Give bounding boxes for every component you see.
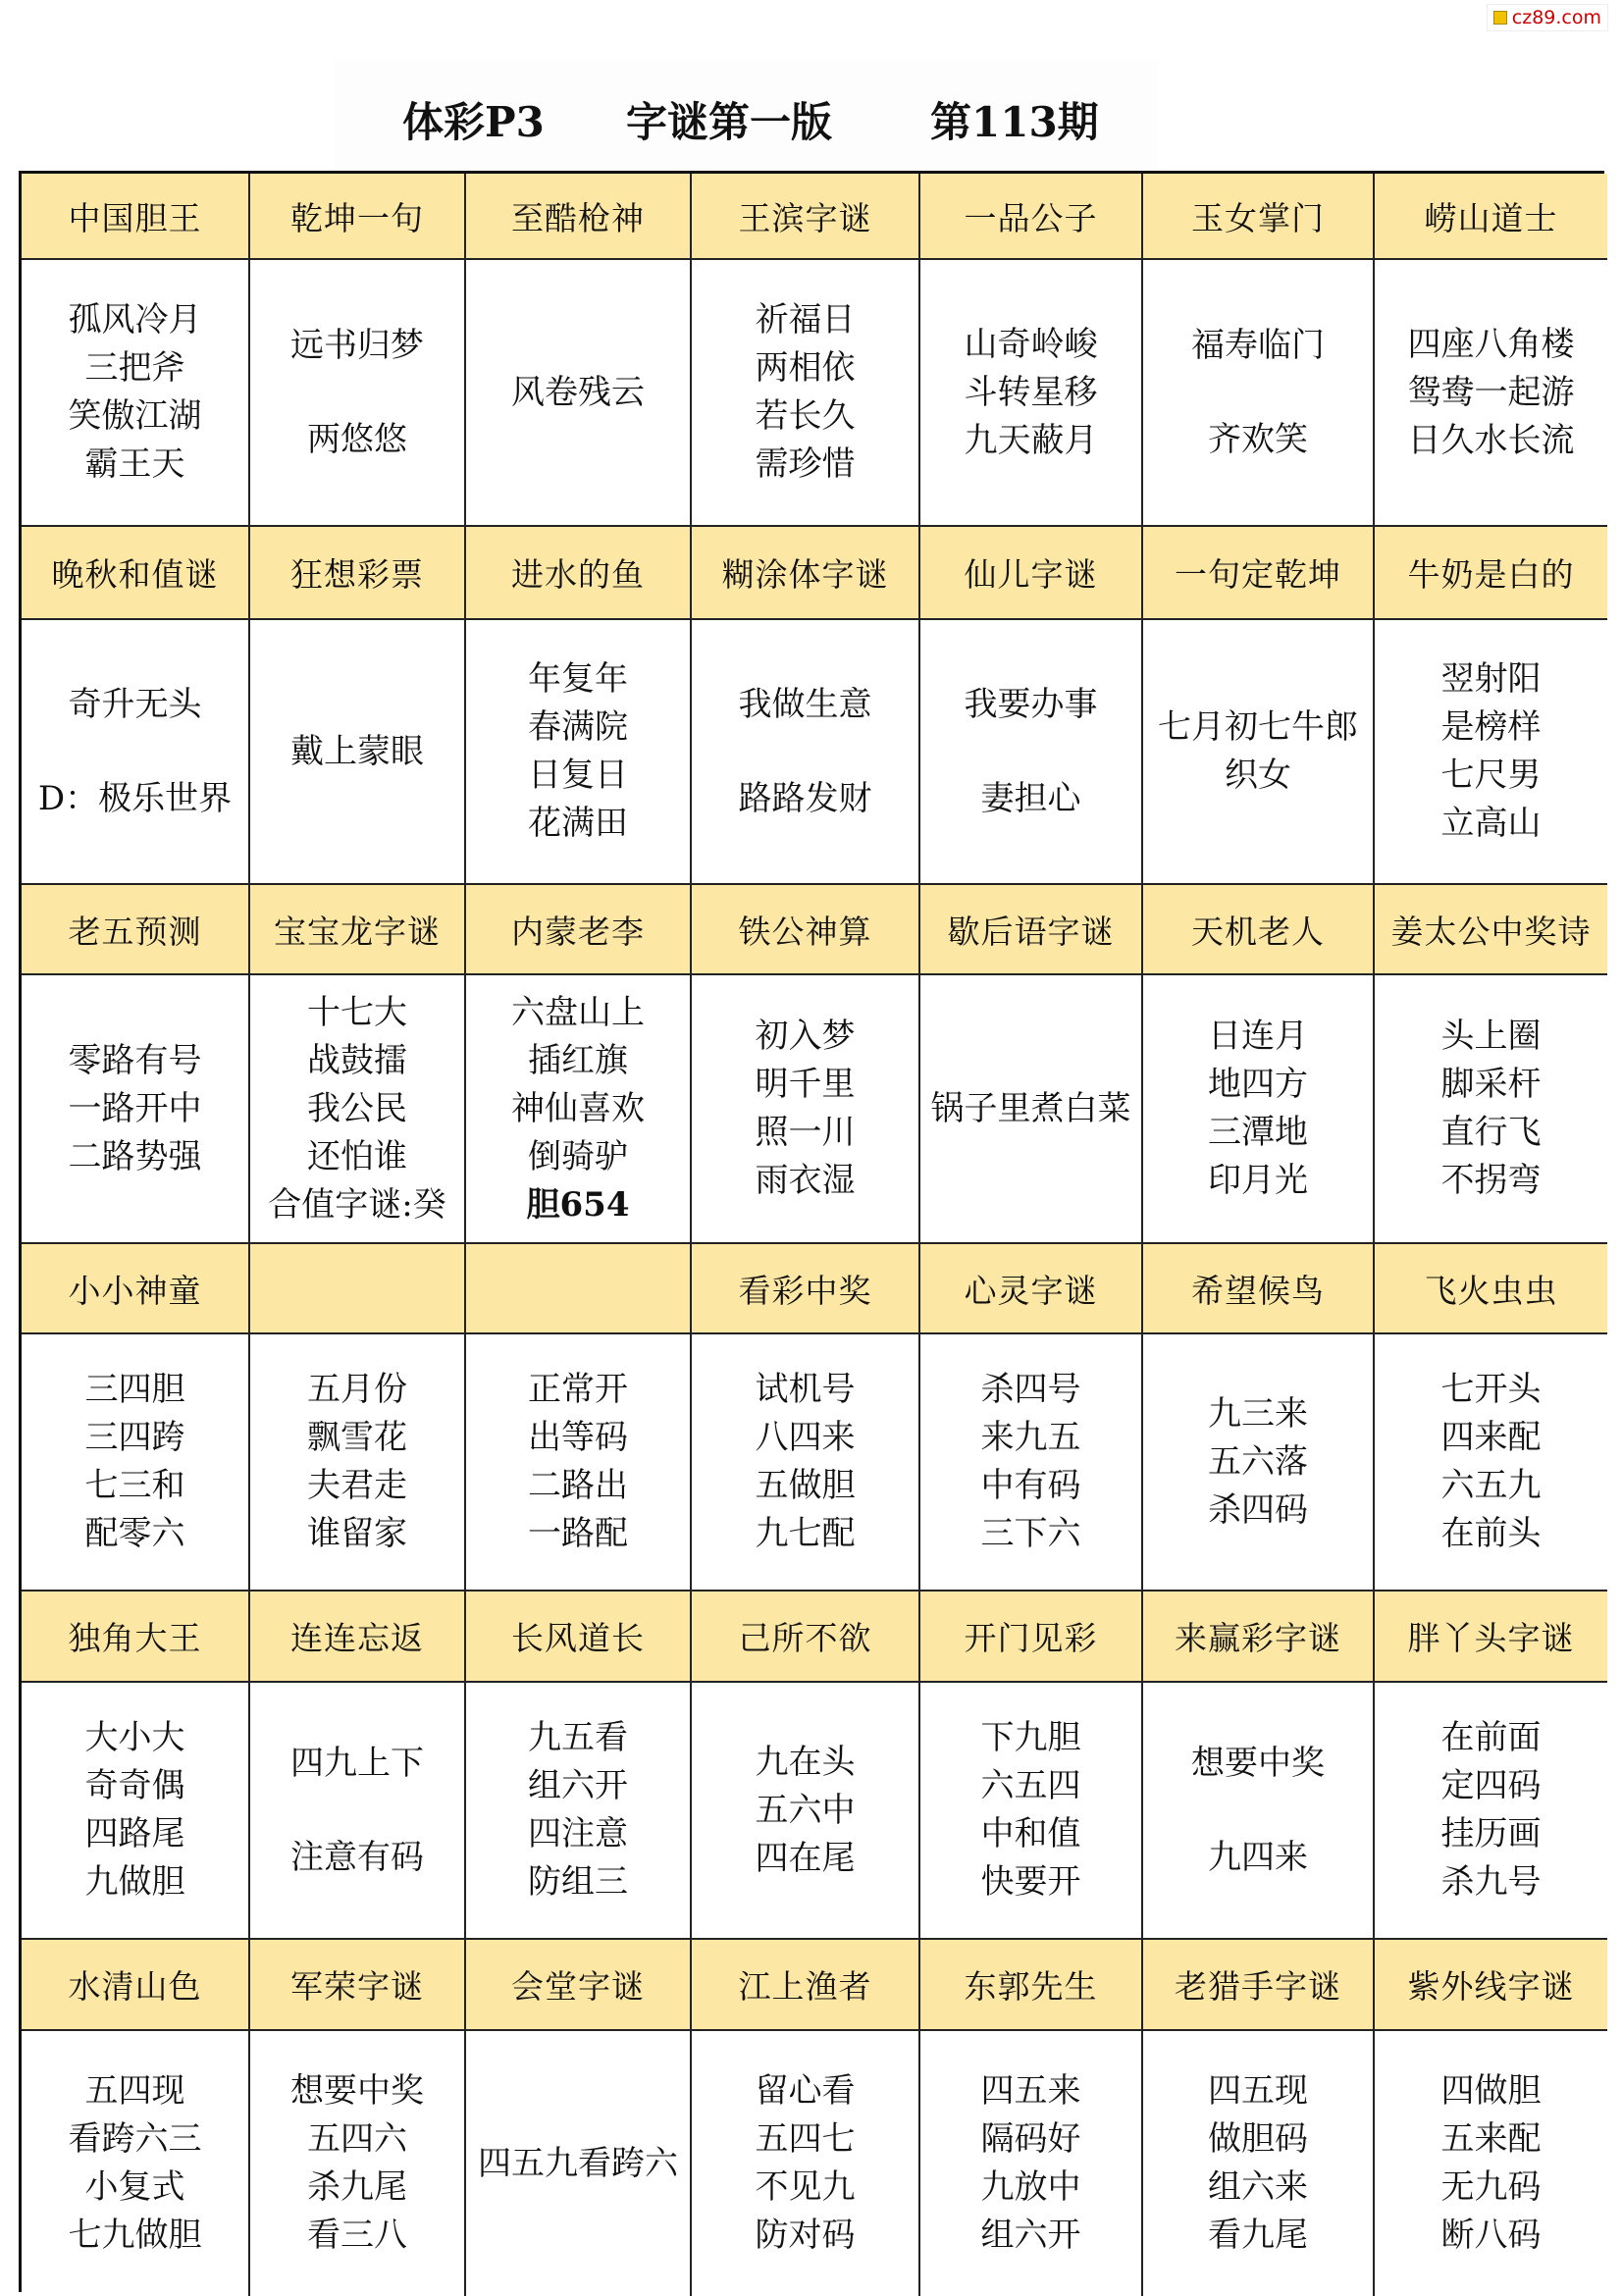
riddle-source-header: 东郭先生 (920, 1940, 1143, 2031)
riddle-line: 隔码好 (980, 2119, 1081, 2159)
riddle-line: 还怕谁 (307, 1136, 407, 1176)
riddle-source-header: 一句定乾坤 (1143, 527, 1375, 620)
riddle-line: 试机号 (755, 1370, 856, 1409)
riddle-line: 路路发财 (738, 778, 872, 818)
riddle-source-header: 铁公神算 (692, 885, 920, 975)
riddle-line: 二路出 (528, 1466, 628, 1505)
riddle-line: 年复年 (528, 659, 628, 699)
riddle-line: 看跨六三 (68, 2119, 202, 2159)
riddle-text-cell (22, 1683, 250, 1940)
riddle-line: 风卷残云 (511, 372, 645, 412)
riddle-line: 齐欢笑 (1208, 419, 1308, 459)
riddle-line: 插红旗 (528, 1040, 628, 1080)
riddle-text-cell (920, 620, 1143, 885)
riddle-text-cell (920, 975, 1143, 1244)
riddle-text-cell (22, 2031, 250, 2296)
riddle-line: 远书归梦 (290, 325, 424, 365)
riddle-text-cell (692, 975, 920, 1244)
riddle-line: 八四来 (755, 1418, 856, 1457)
riddle-line: 三四跨 (84, 1418, 185, 1457)
riddle-line: 立高山 (1440, 804, 1542, 843)
riddle-line: 日连月 (1208, 1017, 1308, 1056)
riddle-line: 十七大 (307, 992, 407, 1032)
riddle-line: 挂历画 (1440, 1814, 1542, 1853)
riddle-line: 在前面 (1440, 1718, 1542, 1757)
riddle-source-header: 开门见彩 (920, 1592, 1143, 1683)
riddle-line: 五四现 (84, 2071, 185, 2111)
riddle-line: 快要开 (980, 1862, 1081, 1902)
riddle-line: 中和值 (980, 1814, 1081, 1853)
riddle-line: 五来配 (1440, 2119, 1542, 2159)
riddle-line: 翌射阳 (1440, 659, 1542, 699)
riddle-source-header: 内蒙老李 (466, 885, 692, 975)
riddle-source-header: 宝宝龙字谜 (250, 885, 466, 975)
riddle-line: 定四码 (1440, 1766, 1542, 1805)
riddle-line: 四做胆 (1440, 2071, 1542, 2111)
riddle-line: 霸王天 (84, 444, 185, 484)
riddle-line: 出等码 (528, 1418, 628, 1457)
riddle-source-header: 王滨字谜 (692, 174, 920, 260)
riddle-line: 日久水长流 (1407, 420, 1575, 460)
riddle-line: 日复日 (528, 756, 628, 795)
riddle-line: 想要中奖 (1191, 1743, 1325, 1783)
riddle-source-header: 老猎手字谜 (1143, 1940, 1375, 2031)
riddle-line: 想要中奖 (290, 2071, 424, 2111)
riddle-line: 孤风冷月 (68, 300, 202, 339)
riddle-line: 二路势强 (68, 1136, 202, 1176)
riddle-line: 断八码 (1440, 2216, 1542, 2255)
riddle-text-cell (1375, 1334, 1607, 1592)
riddle-line: 防对码 (755, 2216, 856, 2255)
riddle-line: 七月初七牛郎 (1158, 707, 1358, 747)
riddle-line: 九五看 (528, 1718, 628, 1757)
riddle-source-header: 玉女掌门 (1143, 174, 1375, 260)
riddle-line: 需珍惜 (755, 444, 856, 484)
riddle-line: 明千里 (755, 1065, 856, 1104)
riddle-source-header (466, 1244, 692, 1334)
riddle-source-header: 糊涂体字谜 (692, 527, 920, 620)
riddle-line: 六盘山上 (511, 992, 645, 1032)
riddle-line: 地四方 (1208, 1065, 1308, 1104)
riddle-source-header: 希望候鸟 (1143, 1244, 1375, 1334)
riddle-line: 做胆码 (1208, 2119, 1308, 2159)
riddle-line: 织女 (1225, 756, 1291, 795)
riddle-line: 正常开 (528, 1370, 628, 1409)
riddle-line: 不见九 (755, 2167, 856, 2207)
riddle-line: 在前头 (1440, 1514, 1542, 1553)
riddle-line: 倒骑驴 (528, 1136, 628, 1176)
riddle-line: 印月光 (1208, 1161, 1308, 1200)
title-edition: 字谜第一版 (626, 98, 833, 146)
riddle-text-cell (1375, 1683, 1607, 1940)
riddle-line: 花满田 (528, 804, 628, 843)
riddle-text-cell (466, 620, 692, 885)
riddle-line: 直行飞 (1440, 1113, 1542, 1152)
riddle-line: 三下六 (980, 1514, 1081, 1553)
riddle-text-cell (22, 620, 250, 885)
riddle-line: 春满院 (528, 707, 628, 747)
riddle-source-header: 崂山道士 (1375, 174, 1607, 260)
riddle-text-cell (1375, 2031, 1607, 2296)
riddle-line: 是榜样 (1440, 707, 1542, 747)
riddle-line: 夫君走 (307, 1466, 407, 1505)
riddle-text-cell (692, 2031, 920, 2296)
riddle-source-header: 飞火虫虫 (1375, 1244, 1607, 1334)
riddle-source-header: 看彩中奖 (692, 1244, 920, 1334)
riddle-source-header (250, 1244, 466, 1334)
riddle-text-cell (1143, 975, 1375, 1244)
riddle-line: 九四来 (1208, 1837, 1308, 1877)
riddle-line: 一路配 (528, 1514, 628, 1553)
riddle-text-cell (692, 1334, 920, 1592)
title-issue-number: 第113期 (930, 98, 1099, 146)
riddle-line: 六五四 (980, 1766, 1081, 1805)
riddle-line: 来九五 (980, 1418, 1081, 1457)
riddle-line: 组六开 (980, 2216, 1081, 2255)
riddle-line: 七尺男 (1440, 756, 1542, 795)
riddle-source-header: 中国胆王 (22, 174, 250, 260)
watermark-logo-icon (1493, 11, 1507, 25)
riddle-text-cell (466, 260, 692, 527)
riddle-text-cell (1143, 1683, 1375, 1940)
riddle-line: 两相依 (755, 348, 856, 388)
riddle-line: 三四胆 (84, 1370, 185, 1409)
riddle-line: 我做生意 (738, 684, 872, 724)
riddle-line: 四五现 (1208, 2071, 1308, 2111)
riddle-line: 斗转星移 (964, 372, 1098, 412)
riddle-line: 初入梦 (755, 1017, 856, 1056)
riddle-line: 笑傲江湖 (68, 396, 202, 436)
riddle-line: 杀九号 (1440, 1862, 1542, 1902)
riddle-line: 七三和 (84, 1466, 185, 1505)
riddle-text-cell (22, 1334, 250, 1592)
riddle-line: 福寿临门 (1191, 325, 1325, 365)
riddle-source-header: 连连忘返 (250, 1592, 466, 1683)
riddle-text-cell (920, 2031, 1143, 2296)
riddle-line: 杀九尾 (307, 2167, 407, 2207)
riddle-line: 防组三 (528, 1862, 628, 1902)
riddle-source-header: 老五预测 (22, 885, 250, 975)
riddle-text-cell (1143, 2031, 1375, 2296)
riddle-text-cell (1143, 260, 1375, 527)
riddle-line: 祈福日 (755, 300, 856, 339)
riddle-line: 五月份 (307, 1370, 407, 1409)
riddle-line: 五六落 (1208, 1441, 1308, 1482)
riddle-line: 组六开 (528, 1766, 628, 1805)
riddle-text-cell (466, 1683, 692, 1940)
riddle-line: 雨衣湿 (755, 1161, 856, 1200)
riddle-line: 三把斧 (84, 348, 185, 388)
riddle-source-header: 晚秋和值谜 (22, 527, 250, 620)
riddle-source-header: 一品公子 (920, 174, 1143, 260)
riddle-text-cell (1375, 620, 1607, 885)
riddle-source-header: 牛奶是白的 (1375, 527, 1607, 620)
riddle-line: 我要办事 (964, 684, 1098, 724)
riddle-line: 锅子里煮白菜 (930, 1088, 1131, 1128)
riddle-line: 九七配 (755, 1514, 856, 1553)
riddle-text-cell (692, 1683, 920, 1940)
riddle-line: 七九做胆 (68, 2216, 202, 2255)
riddle-line: 飘雪花 (307, 1418, 407, 1457)
riddle-line: 四注意 (528, 1814, 628, 1853)
riddle-source-header: 心灵字谜 (920, 1244, 1143, 1334)
riddle-source-header: 至酷枪神 (466, 174, 692, 260)
riddle-line: 脚采杆 (1440, 1065, 1542, 1104)
riddle-line: 四五九看跨六 (478, 2143, 678, 2183)
riddle-line: 胆654 (526, 1184, 630, 1225)
riddle-line: 小复式 (84, 2167, 185, 2207)
riddle-line: 五四六 (307, 2119, 407, 2159)
riddle-text-cell (466, 975, 692, 1244)
riddle-text-cell (1375, 975, 1607, 1244)
riddle-source-header: 天机老人 (1143, 885, 1375, 975)
riddle-line: 山奇岭峻 (964, 324, 1098, 364)
riddle-line: 奇升无头 (68, 684, 202, 724)
riddle-line: 我公民 (307, 1088, 407, 1128)
riddle-line: 鸳鸯一起游 (1407, 372, 1575, 412)
site-watermark: cz89.com (1487, 4, 1608, 31)
riddle-line: 五六中 (755, 1790, 856, 1830)
riddle-line: 战鼓擂 (307, 1040, 407, 1080)
riddle-text-cell (22, 975, 250, 1244)
riddle-text-cell (920, 260, 1143, 527)
riddle-line: 注意有码 (290, 1837, 424, 1877)
riddle-text-cell (250, 2031, 466, 2296)
riddle-source-header: 江上渔者 (692, 1940, 920, 2031)
riddle-text-cell (692, 620, 920, 885)
riddle-text-cell (250, 1683, 466, 1940)
riddle-source-header: 军荣字谜 (250, 1940, 466, 2031)
riddle-line: 六五九 (1440, 1466, 1542, 1505)
riddle-line: 四来配 (1440, 1418, 1542, 1457)
riddle-line: 九天蔽月 (964, 420, 1098, 460)
riddle-text-cell (250, 1334, 466, 1592)
riddle-source-header: 水清山色 (22, 1940, 250, 2031)
riddle-line: 大小大 (84, 1718, 185, 1757)
riddle-line: 杀四码 (1208, 1489, 1308, 1530)
riddle-source-header: 会堂字谜 (466, 1940, 692, 2031)
riddle-source-header: 进水的鱼 (466, 527, 692, 620)
riddle-line: 中有码 (980, 1466, 1081, 1505)
riddle-text-cell (22, 260, 250, 527)
riddle-line: 看三八 (307, 2216, 407, 2255)
riddle-source-header: 胖丫头字谜 (1375, 1592, 1607, 1683)
riddle-line: 四九上下 (290, 1743, 424, 1783)
riddle-line: 组六来 (1208, 2167, 1308, 2207)
riddle-line: 无九码 (1440, 2167, 1542, 2207)
riddle-line: 配零六 (84, 1514, 185, 1553)
riddle-line: 妻担心 (980, 778, 1081, 818)
riddle-source-header: 长风道长 (466, 1592, 692, 1683)
riddle-text-cell (250, 260, 466, 527)
riddle-source-header: 歇后语字谜 (920, 885, 1143, 975)
riddle-line: 杀四号 (980, 1370, 1081, 1409)
riddle-text-cell (920, 1683, 1143, 1940)
riddle-line: 合值字谜:癸 (268, 1184, 446, 1225)
riddle-source-header: 己所不欲 (692, 1592, 920, 1683)
riddle-text-cell (1375, 260, 1607, 527)
riddle-line: 谁留家 (307, 1514, 407, 1553)
riddle-source-header: 仙儿字谜 (920, 527, 1143, 620)
riddle-line: 两悠悠 (307, 419, 407, 459)
riddle-source-header: 小小神童 (22, 1244, 250, 1334)
riddle-line: 零路有号 (68, 1040, 202, 1080)
riddle-source-header: 狂想彩票 (250, 527, 466, 620)
riddle-line: 三潭地 (1208, 1113, 1308, 1152)
riddle-line: 九做胆 (84, 1862, 185, 1902)
riddle-line: 若长久 (755, 396, 856, 436)
riddle-text-cell (1143, 1334, 1375, 1592)
riddle-line: 不拐弯 (1440, 1161, 1542, 1200)
riddle-line: 戴上蒙眼 (290, 731, 424, 771)
riddle-line: D：极乐世界 (37, 778, 233, 818)
riddle-line: 照一川 (755, 1113, 856, 1152)
riddle-line: 一路开中 (68, 1088, 202, 1128)
riddle-line: 九在头 (755, 1742, 856, 1782)
riddle-line: 下九胆 (980, 1718, 1081, 1757)
riddle-line: 五做胆 (755, 1466, 856, 1505)
riddle-text-cell (466, 1334, 692, 1592)
riddle-source-header: 姜太公中奖诗 (1375, 885, 1607, 975)
riddle-line: 看九尾 (1208, 2216, 1308, 2255)
riddle-line: 七开头 (1440, 1370, 1542, 1409)
title-lottery-name: 体彩P3 (402, 98, 545, 146)
riddle-text-cell (920, 1334, 1143, 1592)
riddle-source-header: 紫外线字谜 (1375, 1940, 1607, 2031)
riddle-source-header: 独角大王 (22, 1592, 250, 1683)
riddle-line: 奇奇偶 (84, 1766, 185, 1805)
riddle-line: 四路尾 (84, 1814, 185, 1853)
riddle-line: 神仙喜欢 (511, 1088, 645, 1128)
riddle-line: 四座八角楼 (1407, 324, 1575, 364)
riddle-source-header: 来赢彩字谜 (1143, 1592, 1375, 1683)
riddle-line: 五四七 (755, 2119, 856, 2159)
riddle-line: 四五来 (980, 2071, 1081, 2111)
riddle-text-cell (250, 620, 466, 885)
riddle-line: 头上圈 (1440, 1017, 1542, 1056)
riddle-text-cell (466, 2031, 692, 2296)
riddle-line: 九放中 (980, 2167, 1081, 2207)
riddle-line: 四在尾 (755, 1838, 856, 1878)
riddle-table (19, 171, 1604, 2292)
riddle-text-cell (1143, 620, 1375, 885)
riddle-text-cell (692, 260, 920, 527)
riddle-line: 九三来 (1208, 1393, 1308, 1434)
riddle-line: 留心看 (755, 2071, 856, 2111)
riddle-text-cell (250, 975, 466, 1244)
riddle-source-header: 乾坤一句 (250, 174, 466, 260)
